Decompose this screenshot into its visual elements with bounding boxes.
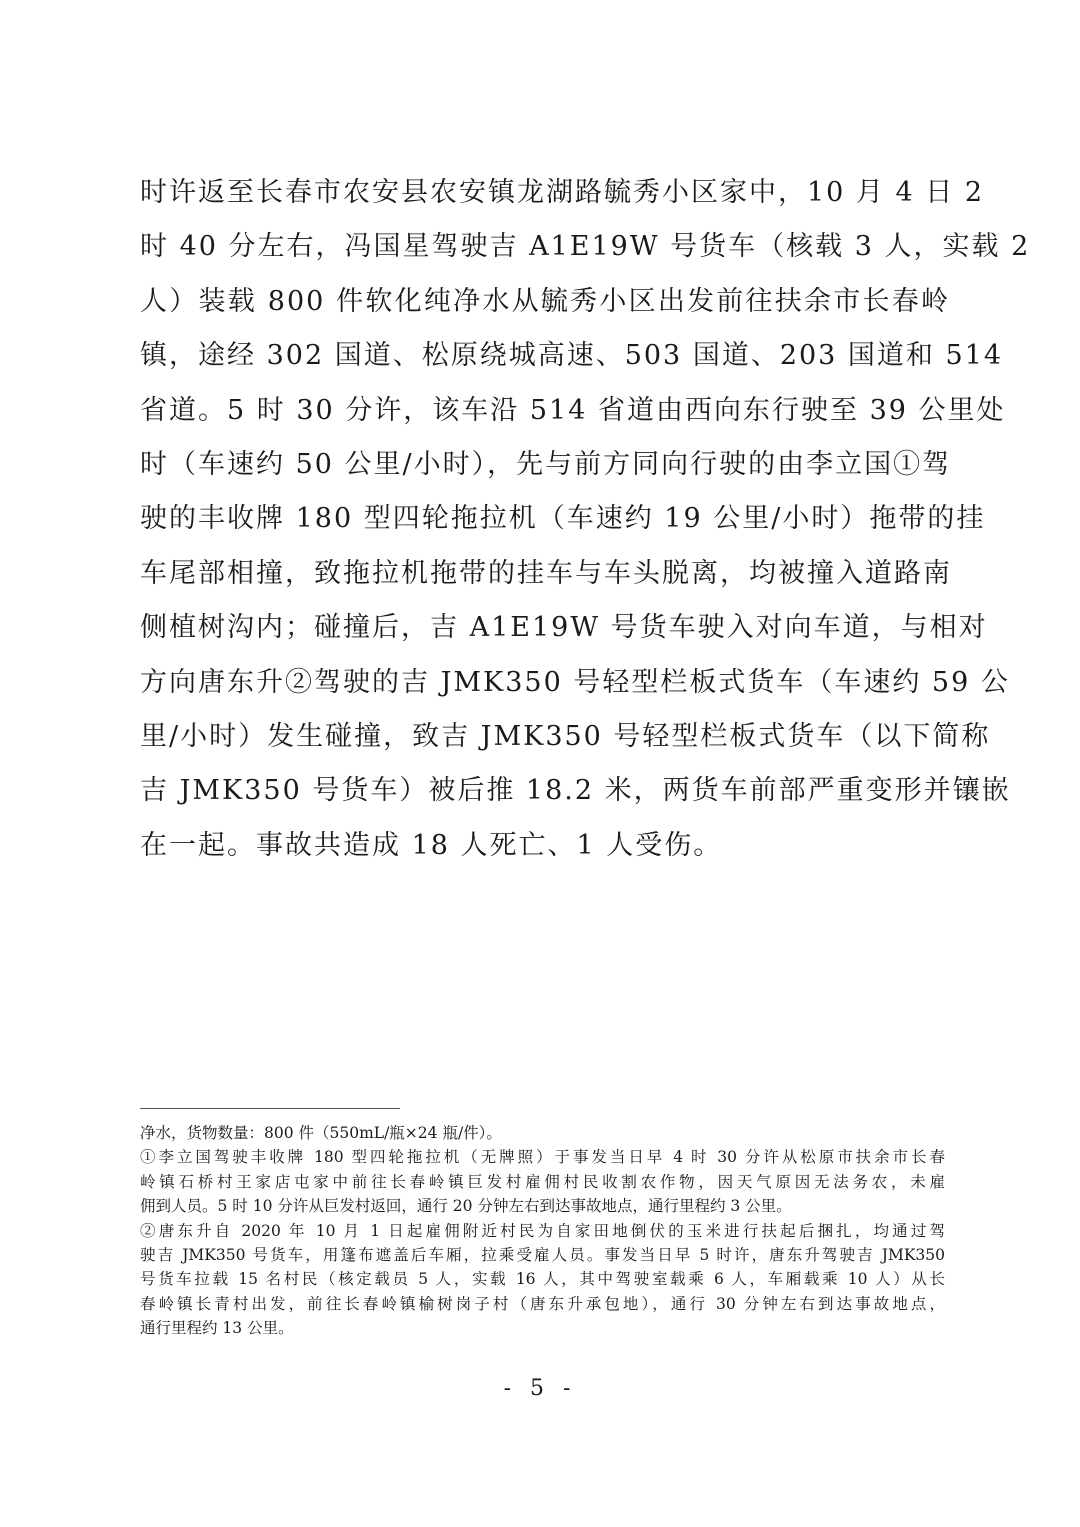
body-line: 时许返至长春市农安县农安镇龙湖路毓秀小区家中，10 月 4 日 2 — [140, 177, 985, 208]
body-line: 在一起。事故共造成 18 人死亡、1 人受伤。 — [140, 829, 723, 861]
footnote-line: 佣到人员。5 时 10 分许从巨发村返回，通行 20 分钟左右到达事故地点，通行里程约 3 公里。 — [140, 1197, 792, 1216]
body-line: 时 40 分左右，冯国星驾驶吉 A1E19W 号货车（核载 3 人，实载 2 — [140, 231, 1031, 263]
body-line: 侧植树沟内；碰撞后，吉 A1E19W 号货车驶入对向车道，与相对 — [140, 612, 988, 644]
body-line: 人）装载 800 件软化纯净水从毓秀小区出发前往扶余市长春岭 — [140, 285, 950, 317]
footnotes — [140, 1121, 945, 1341]
body-line: 吉 JMK350 号货车）被后推 18.2 米，两货车前部严重变形并镶嵌 — [140, 775, 1011, 807]
footnote-line: 岭镇石桥村王家店屯家中前往长春岭镇巨发村雇佣村民收割农作物，因天气原因无法务农，未雇 — [140, 1172, 945, 1191]
footnote-line: ②唐东升自 2020 年 10 月 1 日起雇佣附近村民为自家田地倒伏的玉米进行扶起后捆扎，均通过驾 — [140, 1221, 945, 1240]
body-line: 镇，途经 302 国道、松原绕城高速、503 国道、203 国道和 514 — [140, 340, 1004, 372]
footnote-line: ①李立国驾驶丰收牌 180 型四轮拖拉机（无牌照）于事发当日早 4 时 30 分许从松原市扶余市长春 — [140, 1148, 945, 1167]
body-line: 驶的丰收牌 180 型四轮拖拉机（车速约 19 公里/小时）拖带的挂 — [140, 503, 986, 535]
body-line: 里/小时）发生碰撞，致吉 JMK350 号轻型栏板式货车（以下简称 — [140, 720, 991, 752]
body-line: 车尾部相撞，致拖拉机拖带的挂车与车头脱离，均被撞入道路南 — [140, 557, 952, 589]
footnote-line: 净水，货物数量：800 件（550mL/瓶×24 瓶/件）。 — [140, 1124, 502, 1142]
body-line: 时（车速约 50 公里/小时），先与前方同向行驶的由李立国①驾 — [140, 448, 952, 480]
footnote-divider — [140, 1108, 400, 1109]
body-line: 省道。5 时 30 分许，该车沿 514 省道由西向东行驶至 39 公里处 — [140, 394, 1006, 426]
body-paragraph — [140, 166, 1031, 873]
footnote-line: 驶吉 JMK350 号货车，用篷布遮盖后车厢，拉乘受雇人员。事发当日早 5 时许，唐东升驾驶吉 JMK350 — [140, 1245, 945, 1264]
body-line: 方向唐东升②驾驶的吉 JMK350 号轻型栏板式货车（车速约 59 公 — [140, 666, 1010, 698]
footnote-line: 春岭镇长青村出发，前往长春岭镇榆树岗子村（唐东升承包地），通行 30 分钟左右到达事故地点， — [140, 1294, 945, 1313]
footnote-line: 号货车拉载 15 名村民（核定载员 5 人，实载 16 人，其中驾驶室载乘 6 人，车厢载乘 10 人）从长 — [140, 1270, 945, 1289]
footnote-line: 通行里程约 13 公里。 — [140, 1319, 294, 1338]
page-number: - 5 - — [503, 1376, 577, 1401]
